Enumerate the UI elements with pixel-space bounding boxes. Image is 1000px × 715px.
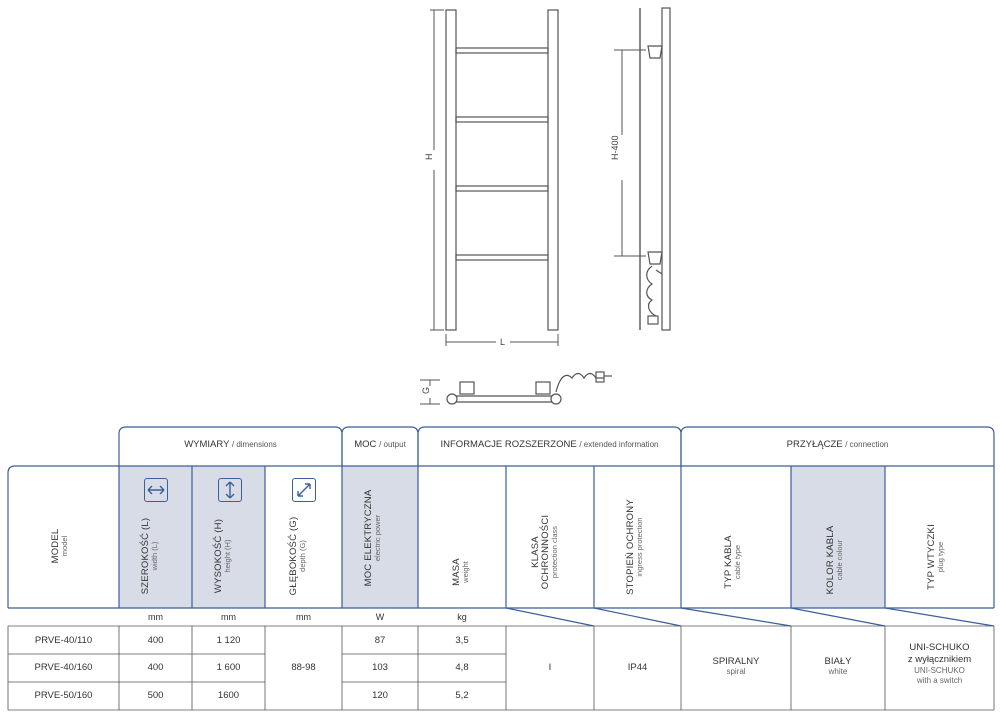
col-plug-en: plug type [935, 541, 945, 573]
group-power-pl: MOC [354, 439, 377, 450]
unit-mass: kg [457, 612, 467, 622]
front-view-ladder [446, 10, 558, 330]
merged-ip: IP44 [627, 662, 648, 673]
group-extended-en: / extended information [579, 440, 659, 449]
row1-mass: 3,5 [455, 635, 469, 646]
label-H400: H-400 [610, 135, 620, 160]
col-plug-pl: TYP WTYCZKI [926, 524, 937, 590]
col-width-en: width (L) [149, 541, 159, 571]
plug-en2: with a switch [916, 675, 963, 685]
width-arrows-icon [144, 478, 168, 502]
cable-type-pl: SPIRALNY [712, 656, 760, 667]
col-class-en: protection class [549, 525, 559, 579]
merged-protection-class: I [548, 662, 552, 673]
plug-en1: UNI-SCHUKO [914, 665, 965, 675]
col-model-pl: MODEL [50, 528, 61, 564]
col-power-pl: MOC ELEKTRYCZNA [363, 489, 374, 587]
row2-power: 103 [372, 662, 388, 673]
group-dimensions-en: / dimensions [231, 440, 277, 449]
col-color-en: cable colour [834, 539, 844, 581]
col-model [51, 491, 69, 601]
unit-width: mm [148, 612, 163, 622]
col-depth-en: depth (G) [297, 540, 307, 572]
col-width [141, 508, 159, 604]
label-H: H [424, 153, 434, 160]
row3-height: 1600 [217, 690, 240, 701]
col-mass-pl: MASA [451, 558, 462, 586]
height-dimension-line [430, 10, 444, 330]
row3-mass: 5,2 [455, 690, 469, 701]
label-L: L [500, 337, 506, 347]
col-depth [289, 508, 307, 604]
row3-model: PRVE-50/160 [34, 690, 93, 701]
row1-power: 87 [374, 635, 386, 646]
cable-color-en: white [828, 667, 848, 676]
unit-height: mm [221, 612, 236, 622]
merged-cable-color [791, 656, 885, 676]
row2-model: PRVE-40/160 [34, 662, 93, 673]
spec-table [0, 426, 1000, 715]
col-color-pl: KOLOR KABLA [825, 525, 836, 595]
col-height [214, 508, 232, 604]
col-power [364, 472, 382, 604]
unit-depth: mm [296, 612, 311, 622]
plug-pl2: z wyłącznikiem [907, 653, 972, 665]
col-cable-pl: TYP KABLA [723, 535, 734, 589]
col-depth-pl: GŁĘBOKOŚĆ (G) [288, 516, 299, 596]
col-height-pl: WYSOKOŚĆ (H) [213, 518, 224, 594]
group-extended [418, 439, 681, 450]
merged-plug-type [885, 642, 994, 686]
merged-depth: 88-98 [291, 662, 316, 673]
col-mass-en: weight [460, 561, 470, 583]
top-view [447, 372, 612, 404]
group-dimensions-pl: WYMIARY [184, 439, 230, 450]
col-plug-type [927, 512, 945, 602]
col-class-pl2: OCHRONNOŚCI [539, 514, 551, 590]
row1-height: 1 120 [216, 635, 241, 646]
col-cable-color [826, 518, 844, 602]
group-power [342, 439, 418, 450]
side-view [640, 8, 670, 330]
group-extended-pl: INFORMACJE ROZSZERZONE [440, 439, 577, 450]
col-height-en: height (H) [222, 539, 232, 573]
col-ip-en: ingress protection [634, 517, 644, 577]
merged-cable-type [681, 656, 791, 676]
group-dimensions [119, 439, 342, 450]
row3-power: 120 [372, 690, 388, 701]
col-cable-en: cable type [732, 544, 742, 580]
col-model-en: model [59, 535, 69, 557]
cable-color-pl: BIAŁY [824, 656, 852, 667]
row1-width: 400 [147, 635, 164, 646]
col-cable-type [724, 522, 742, 602]
row2-mass: 4,8 [455, 662, 469, 673]
row2-width: 400 [147, 662, 164, 673]
unit-power: W [375, 612, 385, 622]
height-arrows-icon [218, 478, 242, 502]
col-width-pl: SZEROKOŚĆ (L) [140, 517, 151, 595]
row1-model: PRVE-40/110 [34, 635, 93, 646]
col-protection-class [531, 502, 559, 602]
cable-type-en: spiral [726, 667, 746, 676]
col-ingress-protection [626, 492, 644, 602]
group-connection [681, 439, 994, 450]
col-class-pl1: KLASA [530, 536, 541, 568]
col-mass [452, 542, 470, 602]
group-power-en: / output [379, 440, 406, 449]
col-ip-pl: STOPIEŃ OCHRONY [625, 499, 636, 595]
row2-height: 1 600 [216, 662, 241, 673]
label-G: G [421, 386, 431, 394]
depth-arrows-icon [292, 478, 316, 502]
plug-pl1: UNI-SCHUKO [909, 642, 970, 653]
group-connection-en: / connection [845, 440, 889, 449]
row3-width: 500 [147, 690, 164, 701]
group-connection-pl: PRZYŁĄCZE [786, 439, 843, 450]
col-power-en: electric power [372, 514, 382, 562]
